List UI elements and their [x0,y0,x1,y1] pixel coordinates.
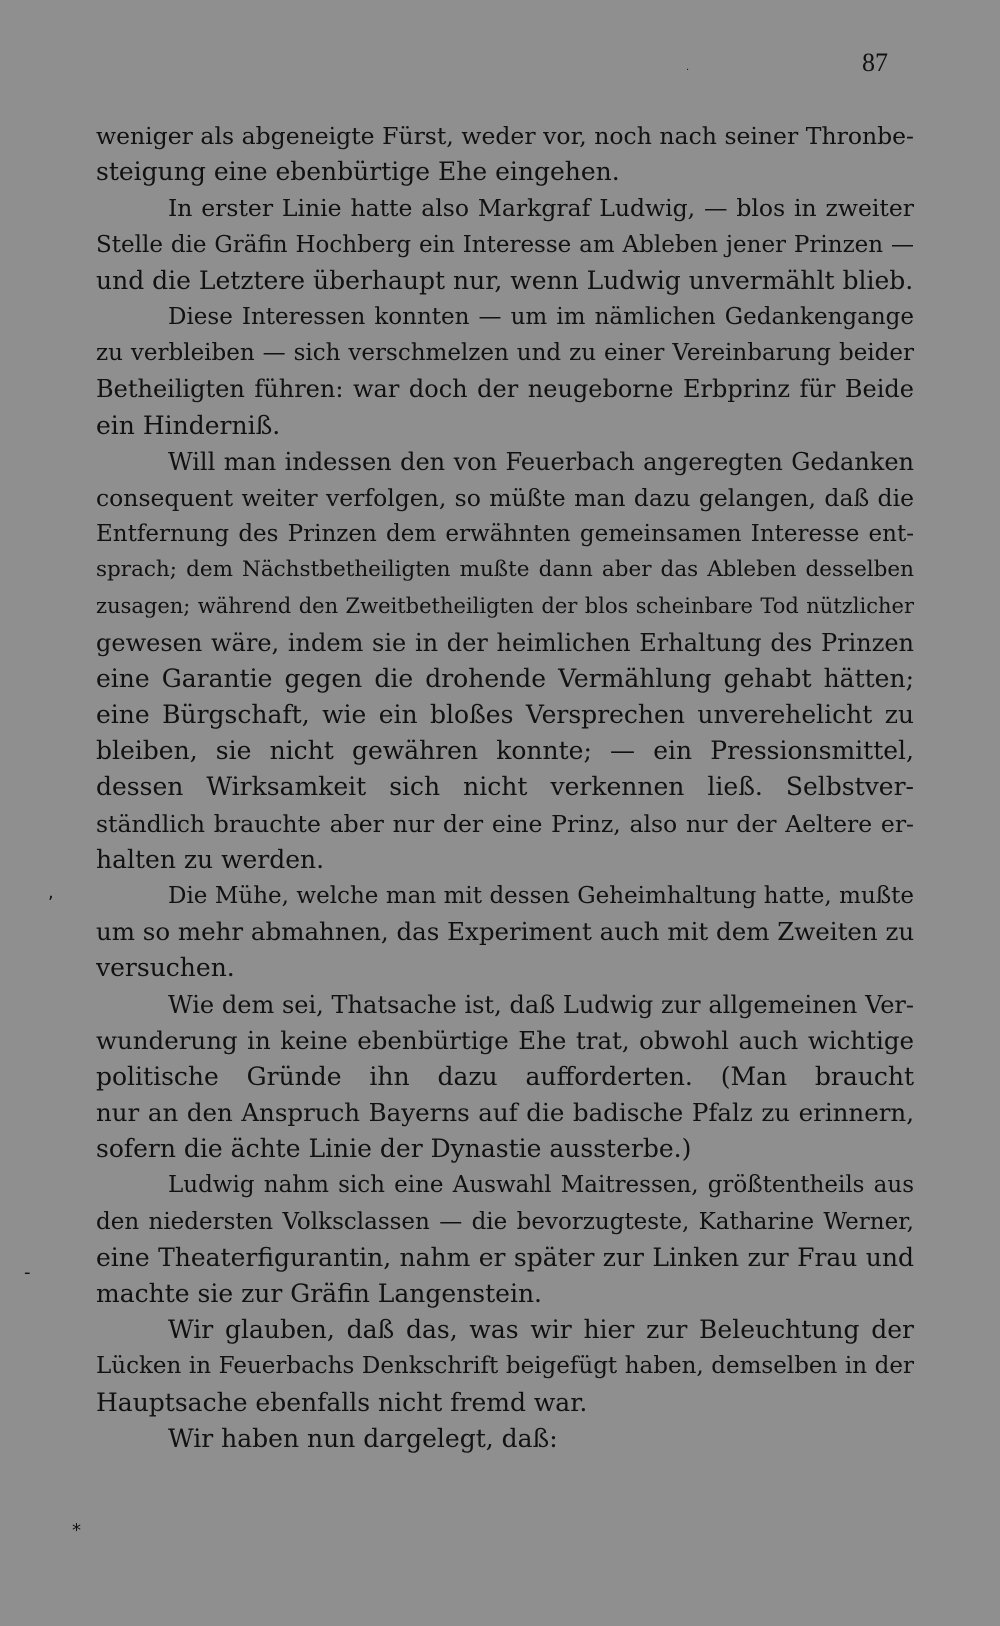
text-line: halten zu werden. [96,844,325,874]
text-line: weniger als abgeneigte Fürst, weder vor, noch nach seiner Thronbe- [96,122,914,150]
text-line: nur an den Anspruch Bayerns auf die badische Pfalz zu erinnern, [96,1098,914,1128]
text-line: Lücken in Feuerbachs Denkschrift beigefügt haben, demselben in der [96,1353,914,1380]
margin-mark: , [48,882,54,903]
text-line: eine Theaterfigurantin, nahm er später zur Linken zur Frau und [96,1242,914,1272]
text-line: eine Bürgschaft, wie ein bloßes Versprechen unverehelicht zu [96,700,914,729]
text-line: Wir haben nun dargelegt, daß: [168,1423,558,1453]
text-line: Hauptsache ebenfalls nicht fremd war. [96,1387,588,1417]
text-line: den niedersten Volksclassen — die bevorzugteste, Katharine Werner, [96,1208,914,1235]
text-line: zusagen; während den Zweitbetheiligten der blos scheinbare Tod nützlicher [96,594,914,619]
margin-mark: * [72,1520,81,1541]
text-line: ein Hinderniß. [96,410,281,440]
body-text [96,118,914,1457]
margin-mark: . [686,62,690,73]
text-line: eine Garantie gegen die drohende Vermählung gehabt hätten; [96,663,914,693]
text-line: In erster Linie hatte also Markgraf Ludwig, — blos in zweiter [168,194,914,223]
text-line: Ludwig nahm sich eine Auswahl Maitressen, größtentheils aus [168,1172,914,1199]
text-line: Diese Interessen konnten — um im nämlichen Gedankengange [168,303,914,330]
text-line: consequent weiter verfolgen, so müßte man dazu gelangen, daß die [96,483,914,512]
text-line: Betheiligten führen: war doch der neugeborne Erbprinz für Beide [96,375,914,404]
text-line: wunderung in keine ebenbürtige Ehe trat, obwohl auch wichtige [96,1025,914,1055]
margin-mark: - [24,1262,31,1283]
text-line: Will man indessen den von Feuerbach angeregten Gedanken [168,447,914,476]
text-line: um so mehr abmahnen, das Experiment auch mit dem Zweiten zu [96,917,914,947]
text-line: Entfernung des Prinzen dem erwähnten gemeinsamen Interesse ent- [96,521,914,548]
text-line: gewesen wäre, indem sie in der heimlichen Erhaltung des Prinzen [96,628,914,657]
page-number: 87 [862,48,888,77]
text-line: politische Gründe ihn dazu aufforderten. (Man braucht [96,1061,914,1091]
text-line: Wie dem sei, Thatsache ist, daß Ludwig zur allgemeinen Ver- [168,990,914,1019]
text-line: machte sie zur Gräfin Langenstein. [96,1279,543,1308]
text-line: steigung eine ebenbürtige Ehe eingehen. [96,157,620,187]
text-line: Stelle die Gräfin Hochberg ein Interesse am Ableben jener Prinzen — [96,231,914,258]
text-line: bleiben, sie nicht gewähren konnte; — ein Pressionsmittel, [96,736,914,766]
text-line: dessen Wirksamkeit sich nicht verkennen ließ. Selbstver- [96,772,914,802]
text-line: sprach; dem Nächstbetheiligten mußte dann aber das Ableben desselben [96,557,914,583]
text-line: Die Mühe, welche man mit dessen Geheimhaltung hatte, mußte [168,882,914,909]
text-line: sofern die ächte Linie der Dynastie aussterbe.) [96,1134,692,1164]
text-line: Wir glauben, daß das, was wir hier zur Beleuchtung der [168,1315,914,1345]
text-line: zu verbleiben — sich verschmelzen und zu einer Vereinbarung beider [96,340,914,367]
text-line: versuchen. [96,953,235,983]
text-line: und die Letztere überhaupt nur, wenn Ludwig unvermählt blieb. [96,265,914,295]
text-line: ständlich brauchte aber nur der eine Prinz, also nur der Aeltere er- [96,809,914,838]
